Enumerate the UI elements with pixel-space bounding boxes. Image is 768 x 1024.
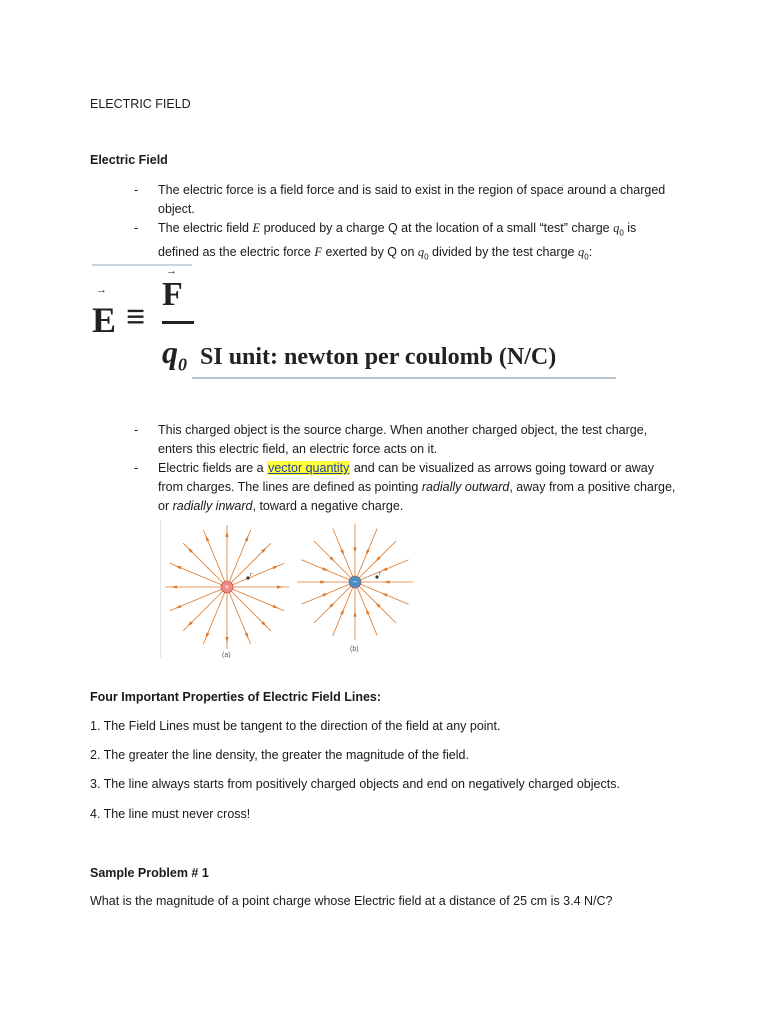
charge-sign: +: [224, 582, 230, 592]
text-run: produced by a charge Q at the location of a small “test” charge: [260, 221, 614, 235]
text-run: divided by the test charge: [428, 244, 578, 259]
text-run: is defined as the electric force: [158, 221, 637, 259]
sample-problem-heading: Sample Problem # 1: [90, 866, 209, 880]
subscript: 0: [584, 252, 589, 261]
text-run: The electric field: [158, 221, 253, 235]
symbol-q0: q: [577, 244, 585, 259]
document-title: ELECTRIC FIELD: [90, 97, 191, 111]
properties-heading: Four Important Properties of Electric Field Lines:: [90, 690, 382, 704]
vector-arrow-E: →: [96, 284, 107, 296]
point-label: r: [379, 571, 382, 577]
formula-denominator-q: [162, 334, 187, 382]
point-label: r: [250, 572, 253, 578]
subscript: 0: [619, 228, 624, 238]
field-lines-figure: [160, 520, 422, 658]
formula-top-rule: [92, 264, 192, 266]
figure-label-b: (b): [350, 646, 359, 653]
bullet-dash: -: [134, 423, 139, 437]
figure-frame: [160, 520, 423, 658]
formula-equiv: ≡: [126, 299, 146, 336]
formula-electric-field: [92, 264, 618, 382]
bullet-text-field-definition: [158, 219, 678, 266]
bullet-text: The electric force is a field force and is said to exist in the region of space around a charged object.: [158, 183, 666, 216]
symbol-E: E: [252, 221, 261, 235]
section-heading-electric-field: Electric Field: [90, 153, 168, 167]
bullet-dash: -: [134, 221, 139, 235]
vector-arrow-F: →: [166, 265, 177, 277]
fraction-bar: [162, 321, 194, 324]
denominator-subscript: 0: [178, 354, 187, 375]
bullet-dash: -: [134, 461, 139, 475]
formula-numerator-F: F: [162, 276, 183, 313]
property-item-3: 3. The line always starts from positively charged objects and end on negatively charged objects.: [90, 777, 620, 791]
formula-si-unit: SI unit: newton per coulomb (N/C): [200, 344, 557, 370]
bullet-dash: -: [134, 183, 139, 197]
sample-problem-question: What is the magnitude of a point charge whose Electric field at a distance of 25 cm is 3.4 N/C?: [90, 894, 613, 908]
symbol-q0: q: [613, 221, 620, 235]
subscript: 0: [424, 252, 429, 261]
emphasis-radially-inward: radially inward: [172, 499, 253, 513]
property-item-1: 1. The Field Lines must be tangent to the direction of the field at any point.: [90, 719, 501, 733]
symbol-q0: q: [417, 244, 425, 259]
symbol-F: F: [314, 244, 322, 259]
highlighted-link-vector-quantity[interactable]: vector quantity: [268, 461, 350, 475]
text-run: :: [588, 244, 593, 259]
emphasis-radially-outward: radially outward: [421, 480, 510, 494]
charge-sign: −: [352, 577, 358, 587]
text-run: Electric fields are a: [158, 461, 268, 475]
text-run: and can be visualized as arrows going toward or away from charges. The lines are defined as pointing: [158, 461, 655, 494]
formula-underline: [192, 377, 616, 379]
text-run: exerted by Q on: [321, 244, 418, 259]
bullet-text-source-charge: This charged object is the source charge. When another charged object, the test charge, enters this electric field, an electric force acts on it.: [158, 423, 648, 456]
text-run: , away from a positive charge, or: [158, 480, 676, 513]
formula-lhs-E: E: [92, 300, 117, 340]
text-run: , toward a negative charge.: [252, 499, 404, 513]
bullet-text-vector-quantity: [158, 459, 678, 516]
property-item-4: 4. The line must never cross!: [90, 807, 251, 821]
property-item-2: 2. The greater the line density, the greater the magnitude of the field.: [90, 748, 469, 762]
figure-label-a: (a): [222, 652, 231, 658]
denominator-symbol: q: [162, 334, 178, 370]
